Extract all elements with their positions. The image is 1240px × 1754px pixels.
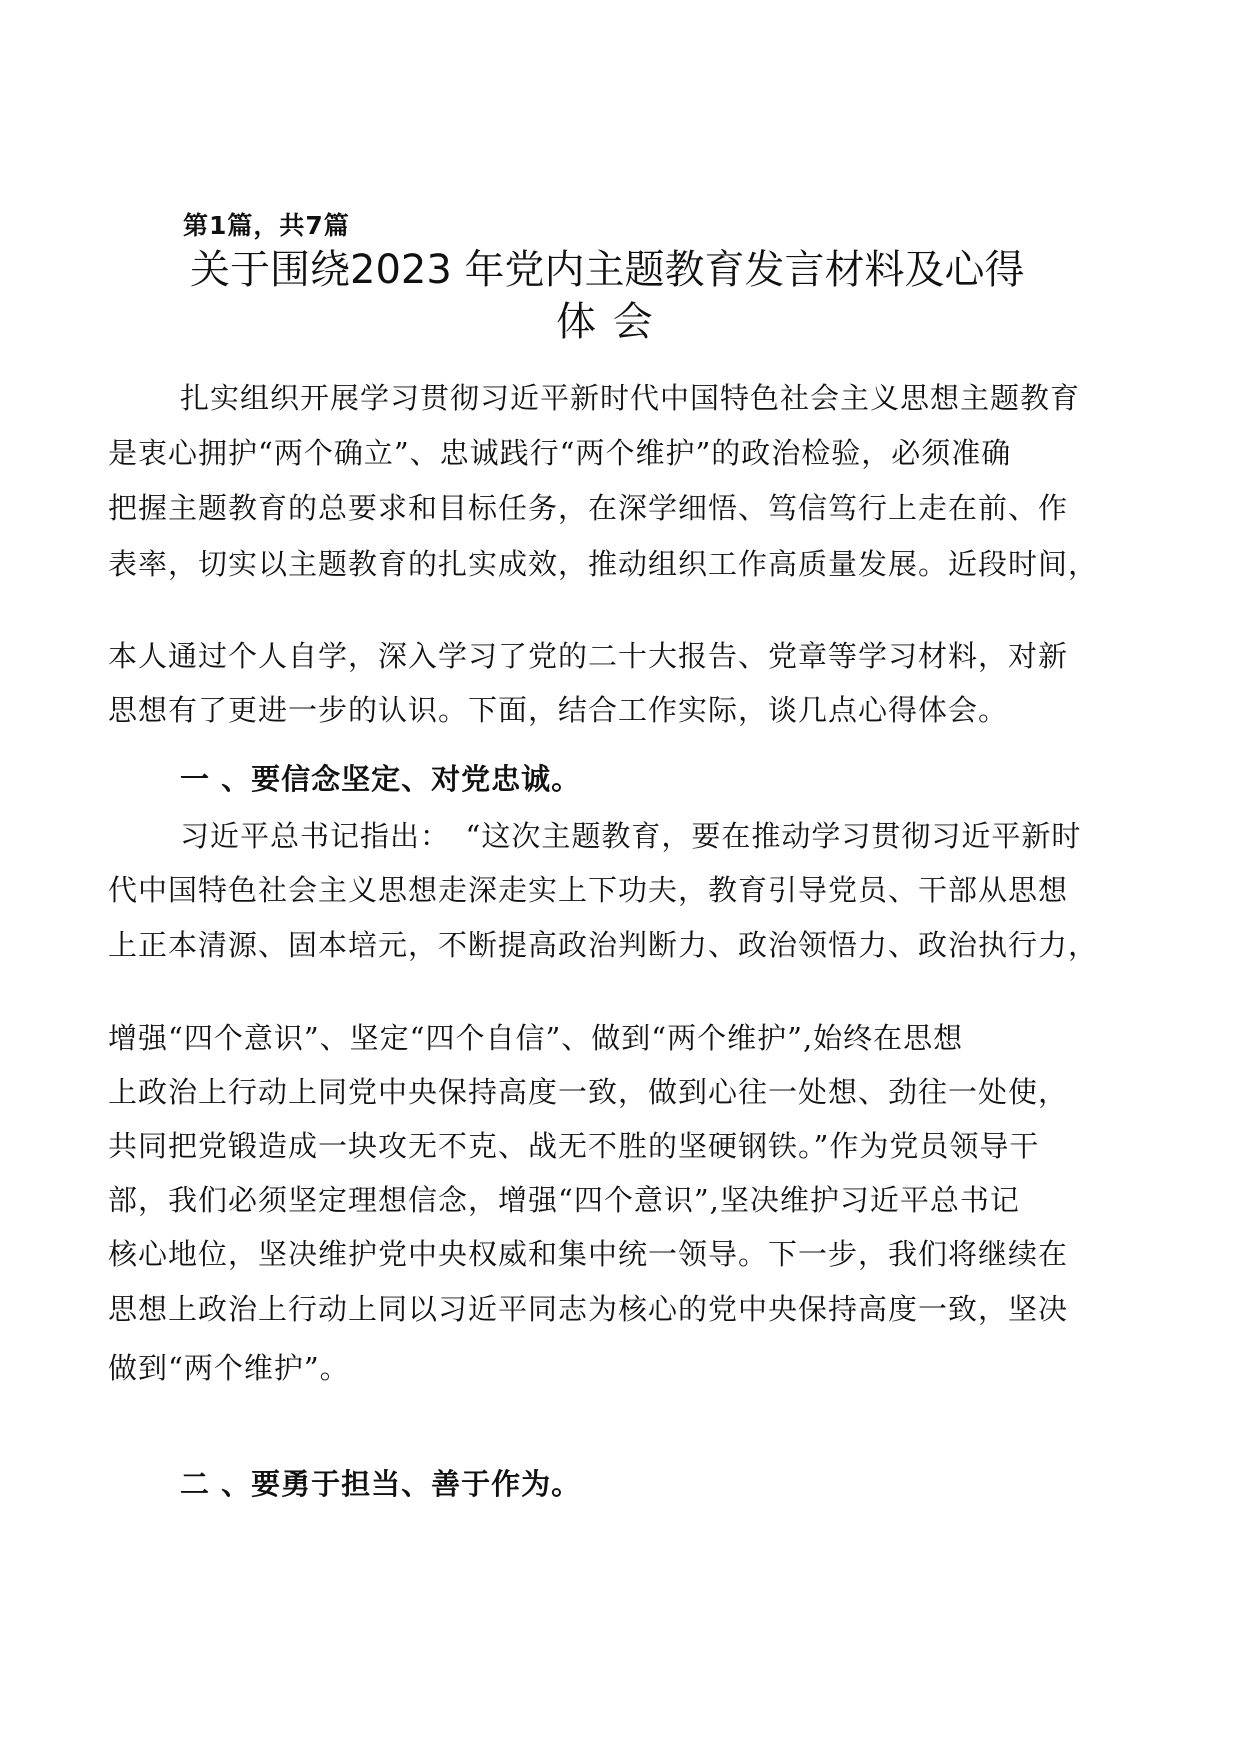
intro-line-1: 扎实组织开展学习贯彻习近平新时代中国特色社会主义思想主题教育 xyxy=(180,381,1081,415)
section-1-line-3: 上正本清源、固本培元，不断提高政治判断力、政治领悟力、政治执行力， xyxy=(108,928,1099,962)
section-1-line-8: 核心地位，坚决维护党中央权威和集中统一领导。下一步，我们将继续在 xyxy=(108,1237,1069,1271)
intro-line-6: 思想有了更进一步的认识。下面，结合工作实际，谈几点心得体会。 xyxy=(108,693,1009,727)
section-1-line-10: 做到“两个维护”。 xyxy=(108,1351,350,1385)
document-title-line-1: 关于围绕2023 年党内主题教育发言材料及心得 xyxy=(190,247,1025,293)
section-1-line-1: 习近平总书记指出： “这次主题教育，要在推动学习贯彻习近平新时 xyxy=(180,819,1082,853)
article-counter: 第1篇，共7篇 xyxy=(183,211,350,240)
intro-line-5: 本人通过个人自学，深入学习了党的二十大报告、党章等学习材料，对新 xyxy=(108,639,1069,673)
intro-line-3: 把握主题教育的总要求和目标任务，在深学细悟、笃信笃行上走在前、作 xyxy=(108,491,1069,525)
section-1-line-4: 增强“四个意识”、坚定“四个自信”、做到“两个维护”,始终在思想 xyxy=(108,1021,964,1055)
document-title-line-2: 体 会 xyxy=(556,299,655,345)
section-2-heading: 二 、要勇于担当、善于作为。 xyxy=(180,1467,582,1501)
section-1-line-7: 部，我们必须坚定理想信念，增强“四个意识”,坚决维护习近平总书记 xyxy=(108,1183,1020,1217)
section-1-line-9: 思想上政治上行动上同以习近平同志为核心的党中央保持高度一致，坚决 xyxy=(108,1292,1069,1326)
section-1-heading: 一 、要信念坚定、对党忠诚。 xyxy=(180,762,582,796)
intro-line-4: 表率，切实以主题教育的扎实成效，推动组织工作高质量发展。近段时间， xyxy=(108,547,1099,581)
section-1-line-2: 代中国特色社会主义思想走深走实上下功夫，教育引导党员、干部从思想 xyxy=(108,873,1069,907)
section-1-line-6: 共同把党锻造成一块攻无不克、战无不胜的坚硬钢铁。”作为党员领导干 xyxy=(108,1129,1040,1163)
section-1-line-5: 上政治上行动上同党中央保持高度一致，做到心往一处想、劲往一处使， xyxy=(108,1075,1069,1109)
intro-line-2: 是衷心拥护“两个确立”、忠诚践行“两个维护”的政治检验，必须准确 xyxy=(108,436,1012,470)
